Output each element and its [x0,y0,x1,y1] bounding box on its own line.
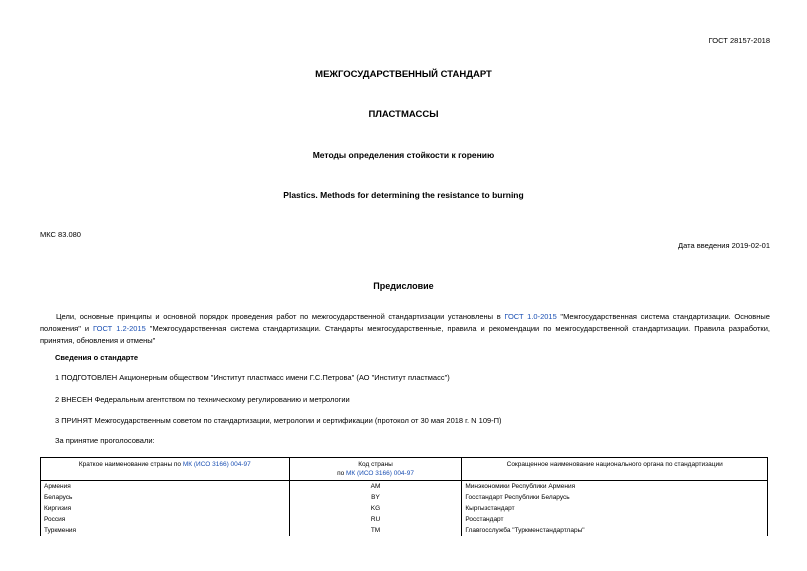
preface-text-3: "Межгосударственная система стандартизации. Стандарты межгосударственные, правила и рекомендации по межгосударственной стандартизации. Правила разработки, принятия, обновления и отмены" [40,324,770,345]
body-cell: Главгосслужба "Туркменстандартлары" [462,525,768,536]
voted-label: За принятие проголосовали: [55,436,155,445]
header-code-text: Код страны [358,461,393,468]
mks-code: МКС 83.080 [40,230,81,239]
code-cell: TM [289,525,462,536]
standard-info-heading: Сведения о стандарте [55,353,139,362]
country-cell: Армения [41,481,290,493]
country-cell: Россия [41,514,290,525]
document-code: ГОСТ 28157-2018 [708,36,770,45]
header-country-name [41,458,290,481]
subject-title: ПЛАСТМАССЫ [368,109,439,120]
table-row [41,503,768,514]
table-row [41,525,768,536]
gost-1-0-2015-link[interactable]: ГОСТ 1.0-2015 [504,312,557,321]
info-item-prepared: 1 ПОДГОТОВЛЕН Акционерным обществом "Институт пластмасс имени Г.С.Петрова" (АО "Институт пластмасс") [55,373,450,382]
table-header-row [41,458,768,481]
mk-iso-3166-link[interactable]: МК (ИСО 3166) 004-97 [182,461,251,468]
code-cell: RU [289,514,462,525]
table-row [41,514,768,525]
table-row [41,481,768,493]
introduction-date: Дата введения 2019-02-01 [678,241,770,250]
code-cell: KG [289,503,462,514]
country-cell: Туркмения [41,525,290,536]
gost-1-2-2015-link[interactable]: ГОСТ 1.2-2015 [93,324,146,333]
english-title: Plastics. Methods for determining the resistance to burning [283,190,524,200]
preface-text-1: Цели, основные принципы и основной порядок проведения работ по межгосударственной стандартизации установлены в [56,312,505,321]
body-cell: Госстандарт Республики Беларусь [462,492,768,503]
preface-heading: Предисловие [373,281,434,291]
header-standards-body: Сокращенное наименование национального органа по стандартизации [462,458,768,481]
header-code-prefix: по [337,470,347,477]
code-cell: AM [289,481,462,493]
voting-table [40,457,768,536]
code-cell: BY [289,492,462,503]
russian-title: Методы определения стойкости к горению [312,150,495,160]
body-cell: Кыргызстандарт [462,503,768,514]
preface-text-2: "Межгосударственная система стандартизации. Основные положения" и [40,312,770,333]
interstate-standard-title: МЕЖГОСУДАРСТВЕННЫЙ СТАНДАРТ [315,69,492,80]
body-cell: Росстандарт [462,514,768,525]
mk-iso-3166-code-link[interactable]: МК (ИСО 3166) 004-97 [346,470,414,477]
country-cell: Беларусь [41,492,290,503]
info-item-adopted: 3 ПРИНЯТ Межгосударственным советом по стандартизации, метрологии и сертификации (протокол от 30 мая 2018 г. N 109-П) [55,416,502,425]
header-country-code [289,458,462,481]
preface-paragraph [40,311,770,347]
table-row [41,492,768,503]
header-country-text: Краткое наименование страны по [78,461,183,468]
info-item-submitted: 2 ВНЕСЕН Федеральным агентством по техническому регулированию и метрологии [55,395,350,404]
country-cell: Киргизия [41,503,290,514]
body-cell: Минэкономики Республики Армения [462,481,768,493]
